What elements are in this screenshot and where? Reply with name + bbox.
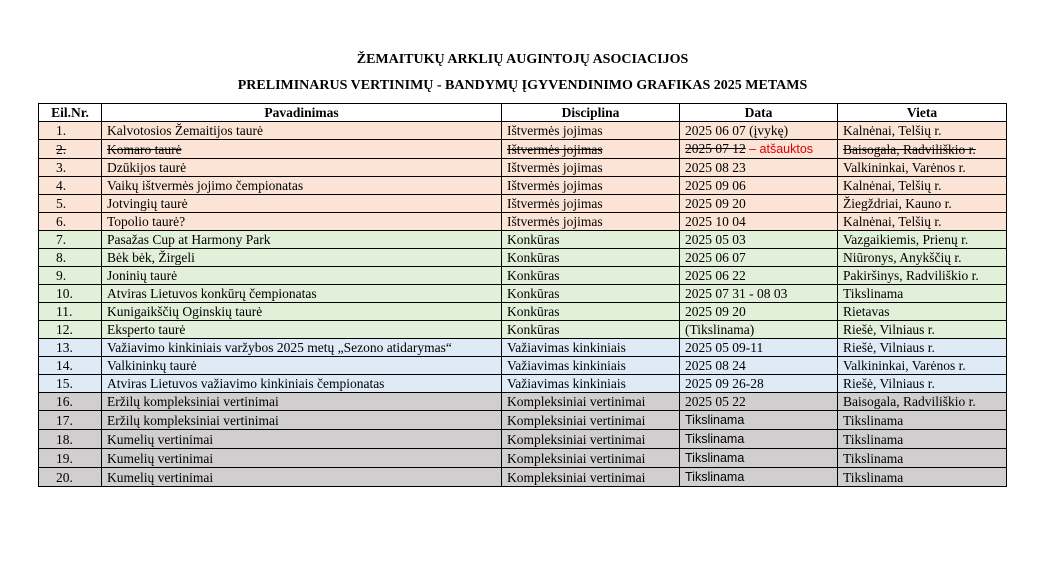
cell-discipline: Kompleksiniai vertinimai bbox=[502, 411, 680, 430]
cell-date bbox=[680, 159, 838, 177]
table-body bbox=[39, 122, 1007, 487]
cell-discipline: Konkūras bbox=[502, 303, 680, 321]
cell-date bbox=[680, 393, 838, 411]
table-row bbox=[39, 339, 1007, 357]
table-row bbox=[39, 357, 1007, 375]
cell-discipline: Važiavimas kinkiniais bbox=[502, 375, 680, 393]
date-text: 2025 07 12 bbox=[685, 141, 746, 156]
table-row bbox=[39, 375, 1007, 393]
cell-place: Tikslinama bbox=[838, 430, 1007, 449]
table-row bbox=[39, 249, 1007, 267]
date-text: 2025 09 20 bbox=[685, 304, 746, 319]
col-header-place: Vieta bbox=[838, 104, 1007, 122]
cell-nr: 12. bbox=[39, 321, 102, 339]
cell-nr: 6. bbox=[39, 213, 102, 231]
cell-date bbox=[680, 231, 838, 249]
table-row bbox=[39, 267, 1007, 285]
table-row bbox=[39, 140, 1007, 159]
cell-discipline: Konkūras bbox=[502, 249, 680, 267]
cell-nr: 15. bbox=[39, 375, 102, 393]
cell-discipline: Kompleksiniai vertinimai bbox=[502, 468, 680, 487]
cell-date bbox=[680, 249, 838, 267]
date-text: 2025 05 09-11 bbox=[685, 340, 764, 355]
table-row bbox=[39, 321, 1007, 339]
table-row bbox=[39, 159, 1007, 177]
date-text: Tikslinama bbox=[685, 470, 745, 484]
cell-name: Kumelių vertinimai bbox=[102, 449, 502, 468]
col-header-date: Data bbox=[680, 104, 838, 122]
cell-place: Riešė, Vilniaus r. bbox=[838, 321, 1007, 339]
cell-nr: 17. bbox=[39, 411, 102, 430]
cell-nr: 7. bbox=[39, 231, 102, 249]
cell-discipline: Kompleksiniai vertinimai bbox=[502, 393, 680, 411]
cell-name: Atviras Lietuvos važiavimo kinkiniais čempionatas bbox=[102, 375, 502, 393]
cell-place: Riešė, Vilniaus r. bbox=[838, 375, 1007, 393]
document-subtitle: PRELIMINARUS VERTINIMŲ - BANDYMŲ ĮGYVENDINIMO GRAFIKAS 2025 METAMS bbox=[237, 78, 808, 93]
cell-name: Kalvotosios Žemaitijos taurė bbox=[102, 122, 502, 140]
cell-place: Pakiršinys, Radviliškio r. bbox=[838, 267, 1007, 285]
date-text: 2025 09 26-28 bbox=[685, 376, 764, 391]
cell-place: Valkininkai, Varėnos r. bbox=[838, 159, 1007, 177]
cell-name: Važiavimo kinkiniais varžybos 2025 metų „Sezono atidarymas“ bbox=[102, 339, 502, 357]
cell-name: Kumelių vertinimai bbox=[102, 430, 502, 449]
cell-name: Topolio taurė? bbox=[102, 213, 502, 231]
cell-discipline: Ištvermės jojimas bbox=[502, 213, 680, 231]
date-text: 2025 06 22 bbox=[685, 268, 746, 283]
cell-name: Joninių taurė bbox=[102, 267, 502, 285]
cell-place: Rietavas bbox=[838, 303, 1007, 321]
date-text: 2025 07 31 - 08 03 bbox=[685, 286, 788, 301]
cell-place: Riešė, Vilniaus r. bbox=[838, 339, 1007, 357]
cell-place: Valkininkai, Varėnos r. bbox=[838, 357, 1007, 375]
cell-discipline: Ištvermės jojimas bbox=[502, 195, 680, 213]
cell-place: Baisogala, Radviliškio r. bbox=[838, 393, 1007, 411]
cell-discipline: Konkūras bbox=[502, 321, 680, 339]
table-row bbox=[39, 285, 1007, 303]
date-text: Tikslinama bbox=[685, 451, 745, 465]
cell-place: Kalnėnai, Telšių r. bbox=[838, 213, 1007, 231]
cell-name: Eržilų kompleksiniai vertinimai bbox=[102, 411, 502, 430]
cell-discipline: Ištvermės jojimas bbox=[502, 159, 680, 177]
cell-name: Jotvingių taurė bbox=[102, 195, 502, 213]
date-text: 2025 05 03 bbox=[685, 232, 746, 247]
cell-date bbox=[680, 122, 838, 140]
cell-discipline: Kompleksiniai vertinimai bbox=[502, 430, 680, 449]
cell-discipline: Kompleksiniai vertinimai bbox=[502, 449, 680, 468]
date-text: 2025 08 23 bbox=[685, 160, 746, 175]
table-row bbox=[39, 449, 1007, 468]
cell-date bbox=[680, 339, 838, 357]
cell-discipline: Konkūras bbox=[502, 267, 680, 285]
cell-date bbox=[680, 468, 838, 487]
date-text: 2025 10 04 bbox=[685, 214, 746, 229]
cell-nr: 2. bbox=[39, 140, 102, 159]
cell-discipline: Konkūras bbox=[502, 285, 680, 303]
cell-discipline: Važiavimas kinkiniais bbox=[502, 357, 680, 375]
cell-nr: 10. bbox=[39, 285, 102, 303]
col-header-discipline: Disciplina bbox=[502, 104, 680, 122]
cell-date bbox=[680, 195, 838, 213]
cell-date bbox=[680, 267, 838, 285]
date-text: 2025 05 22 bbox=[685, 394, 746, 409]
cell-nr: 9. bbox=[39, 267, 102, 285]
cell-name: Pasažas Cup at Harmony Park bbox=[102, 231, 502, 249]
cell-nr: 1. bbox=[39, 122, 102, 140]
table-row bbox=[39, 195, 1007, 213]
cell-name: Kunigaikščių Oginskių taurė bbox=[102, 303, 502, 321]
cell-date bbox=[680, 213, 838, 231]
cell-date bbox=[680, 285, 838, 303]
cell-date bbox=[680, 430, 838, 449]
cell-place: Niūronys, Anykščių r. bbox=[838, 249, 1007, 267]
cell-discipline: Ištvermės jojimas bbox=[502, 177, 680, 195]
date-text: (Tikslinama) bbox=[685, 322, 755, 337]
cell-place: Tikslinama bbox=[838, 285, 1007, 303]
cell-discipline: Ištvermės jojimas bbox=[502, 140, 680, 159]
cell-nr: 4. bbox=[39, 177, 102, 195]
cell-name: Eržilų kompleksiniai vertinimai bbox=[102, 393, 502, 411]
date-text: 2025 06 07 (įvykę) bbox=[685, 123, 789, 138]
cell-date bbox=[680, 177, 838, 195]
schedule-table bbox=[38, 103, 1007, 487]
cell-place: Tikslinama bbox=[838, 411, 1007, 430]
cell-discipline: Konkūras bbox=[502, 231, 680, 249]
cell-place: Tikslinama bbox=[838, 468, 1007, 487]
cell-date bbox=[680, 357, 838, 375]
cell-date bbox=[680, 375, 838, 393]
table-header-row bbox=[39, 104, 1007, 122]
cell-nr: 16. bbox=[39, 393, 102, 411]
cell-nr: 11. bbox=[39, 303, 102, 321]
table-row bbox=[39, 177, 1007, 195]
col-header-name: Pavadinimas bbox=[102, 104, 502, 122]
col-header-nr: Eil.Nr. bbox=[39, 104, 102, 122]
table-row bbox=[39, 231, 1007, 249]
cell-name: Atviras Lietuvos konkūrų čempionatas bbox=[102, 285, 502, 303]
cell-nr: 18. bbox=[39, 430, 102, 449]
cell-nr: 8. bbox=[39, 249, 102, 267]
cell-date bbox=[680, 411, 838, 430]
cell-name: Dzūkijos taurė bbox=[102, 159, 502, 177]
table-row bbox=[39, 468, 1007, 487]
date-text: 2025 06 07 bbox=[685, 250, 746, 265]
cell-date bbox=[680, 303, 838, 321]
cell-place: Baisogala, Radviliškio r. bbox=[838, 140, 1007, 159]
cell-nr: 3. bbox=[39, 159, 102, 177]
cell-nr: 13. bbox=[39, 339, 102, 357]
date-text: 2025 09 06 bbox=[685, 178, 746, 193]
cell-place: Kalnėnai, Telšių r. bbox=[838, 177, 1007, 195]
cell-nr: 19. bbox=[39, 449, 102, 468]
cell-date bbox=[680, 449, 838, 468]
cell-name: Vaikų ištvermės jojimo čempionatas bbox=[102, 177, 502, 195]
table-row bbox=[39, 411, 1007, 430]
cell-date bbox=[680, 140, 838, 159]
cell-discipline: Važiavimas kinkiniais bbox=[502, 339, 680, 357]
cell-place: Tikslinama bbox=[838, 449, 1007, 468]
cell-place: Kalnėnai, Telšių r. bbox=[838, 122, 1007, 140]
date-text: 2025 09 20 bbox=[685, 196, 746, 211]
table-row bbox=[39, 430, 1007, 449]
table-row bbox=[39, 213, 1007, 231]
cell-name: Komaro taurė bbox=[102, 140, 502, 159]
date-text: Tikslinama bbox=[685, 432, 745, 446]
cancelled-note: – atšauktos bbox=[749, 142, 814, 156]
cell-place: Žiegždriai, Kauno r. bbox=[838, 195, 1007, 213]
cell-name: Eksperto taurė bbox=[102, 321, 502, 339]
cell-name: Kumelių vertinimai bbox=[102, 468, 502, 487]
date-text: Tikslinama bbox=[685, 413, 745, 427]
table-row bbox=[39, 393, 1007, 411]
cell-name: Valkininkų taurė bbox=[102, 357, 502, 375]
date-text: 2025 08 24 bbox=[685, 358, 746, 373]
table-row bbox=[39, 303, 1007, 321]
cell-date bbox=[680, 321, 838, 339]
document-title: ŽEMAITUKŲ ARKLIŲ AUGINTOJŲ ASOCIACIJOS bbox=[356, 52, 689, 67]
cell-discipline: Ištvermės jojimas bbox=[502, 122, 680, 140]
table-row bbox=[39, 122, 1007, 140]
cell-nr: 5. bbox=[39, 195, 102, 213]
cell-nr: 20. bbox=[39, 468, 102, 487]
cell-place: Vazgaikiemis, Prienų r. bbox=[838, 231, 1007, 249]
cell-nr: 14. bbox=[39, 357, 102, 375]
cell-name: Bėk bėk, Žirgeli bbox=[102, 249, 502, 267]
